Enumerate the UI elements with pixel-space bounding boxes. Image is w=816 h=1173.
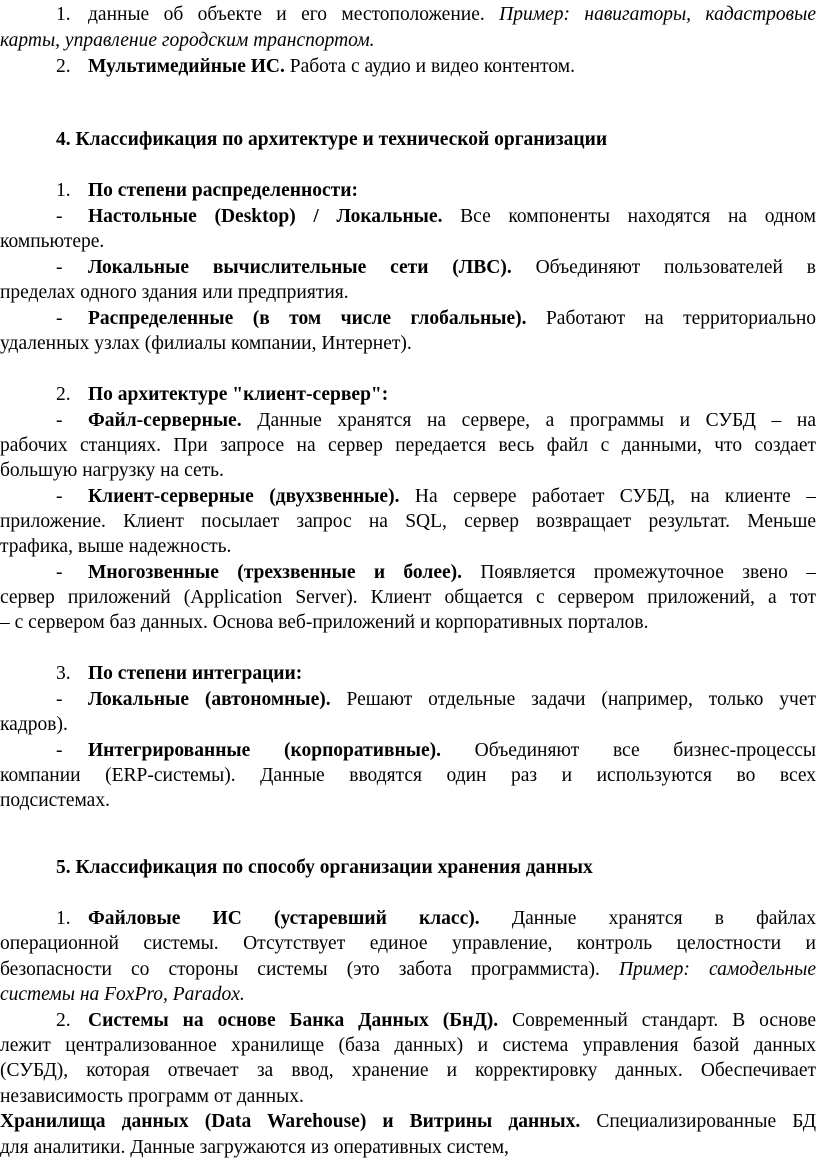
section-5-heading	[0, 855, 816, 880]
sub3-item-1-line-1	[0, 687, 816, 712]
paragraph-text: Работа с аудио и видео контентом.	[289, 56, 575, 77]
item-title: Многозвенные (трехзвенные и более).	[88, 562, 462, 583]
section-heading: 4. Классификация по архитектуре и технической организации	[56, 129, 608, 150]
item-title: Хранилища данных (Data Warehouse) и Витрины данных.	[0, 1111, 581, 1132]
paragraph-text: На сервере работает СУБД, на клиенте –	[414, 486, 816, 507]
sub1-item-1-line-1	[0, 204, 816, 229]
paragraph-text: Работают на территориально	[545, 308, 816, 329]
sub3-item-1-line-2	[0, 712, 816, 737]
dash-bullet: -	[56, 486, 63, 507]
item-title: Распределенные (в том числе глобальные).	[88, 308, 527, 329]
subheading: По степени распределенности:	[88, 180, 358, 201]
paragraph-text: Решают отдельные задачи (например, только учет	[346, 689, 816, 710]
list-number: 3.	[56, 663, 71, 684]
example-text: карты, управление городским транспортом.	[0, 30, 375, 51]
dash-bullet: -	[56, 562, 63, 583]
item-title: Мультимедийные ИС.	[88, 56, 285, 77]
sub1-item-3-line-1	[0, 306, 816, 331]
s5-item-2-line-2	[0, 1033, 816, 1058]
paragraph-text: Объединяют пользователей в	[535, 257, 816, 278]
paragraph-text: подсистемах.	[0, 790, 110, 811]
paragraph-text: лежит централизованное хранилище (база данных) и система управления базой данных	[0, 1035, 816, 1056]
paragraph-text: – с сервером баз данных. Основа веб-приложений и корпоративных порталов.	[0, 612, 649, 633]
paragraph-text: удаленных узлах (филиалы компании, Интернет).	[0, 333, 412, 354]
sub2-item-3-line-3	[0, 610, 816, 635]
item-title: Локальные (автономные).	[88, 689, 331, 710]
sub2-item-3-line-1	[0, 560, 816, 585]
section-4-heading	[0, 127, 816, 152]
sub3-item-2-line-3	[0, 788, 816, 813]
intro-item-1-line-2	[0, 28, 816, 53]
item-title: Клиент-серверные (двухзвенные).	[88, 486, 400, 507]
dash-bullet: -	[56, 410, 63, 431]
sub2-item-2-line-2	[0, 509, 816, 534]
paragraph-text: Данные хранятся в файлах	[511, 908, 816, 929]
sub2-item-3-line-2	[0, 585, 816, 610]
paragraph-text: Данные хранятся на сервере, а программы и СУБД – на	[257, 410, 816, 431]
example-text: Пример: навигаторы, кадастровые	[499, 4, 816, 25]
dash-bullet: -	[56, 308, 63, 329]
s5-item-2-line-3	[0, 1058, 816, 1083]
section-heading: 5. Классификация по способу организации хранения данных	[56, 857, 593, 878]
paragraph-text: операционной системы. Отсутствует единое управление, контроль целостности и	[0, 933, 816, 954]
sub1-item-2-line-1	[0, 255, 816, 280]
item-title: Локальные вычислительные сети (ЛВС).	[88, 257, 512, 278]
sub2-item-1-line-3	[0, 458, 816, 483]
dash-bullet: -	[56, 206, 63, 227]
item-title: Файл-серверные.	[88, 410, 242, 431]
example-text: Пример: самодельные	[618, 959, 816, 980]
list-number: 1.	[56, 180, 71, 201]
s5-item-1-line-4	[0, 982, 816, 1007]
paragraph-text: для аналитики. Данные загружаются из оперативных систем,	[0, 1137, 509, 1158]
sub2-item-2-line-1	[0, 484, 816, 509]
dash-bullet: -	[56, 257, 63, 278]
sub1-heading	[0, 178, 816, 203]
subheading: По архитектуре "клиент-сервер":	[88, 384, 389, 405]
list-number: 1.	[56, 4, 71, 25]
item-title: Системы на основе Банка Данных (БнД).	[88, 1010, 499, 1031]
paragraph-text: Появляется промежуточное звено –	[480, 562, 816, 583]
subheading: По степени интеграции:	[88, 663, 303, 684]
intro-item-1-line-1	[0, 2, 816, 27]
list-number: 2.	[56, 384, 71, 405]
paragraph-text: пределах одного здания или предприятия.	[0, 282, 349, 303]
dash-bullet: -	[56, 689, 63, 710]
s5-item-2-line-1	[0, 1008, 816, 1033]
intro-item-2	[0, 54, 816, 79]
item-title: Интегрированные (корпоративные).	[88, 740, 441, 761]
sub3-item-2-line-2	[0, 763, 816, 788]
sub2-item-1-line-1	[0, 408, 816, 433]
item-title: Файловые ИС (устаревший класс).	[88, 908, 480, 929]
paragraph-text: трафика, выше надежность.	[0, 536, 232, 557]
s5-item-1-line-1	[0, 906, 816, 931]
list-number: 2.	[56, 56, 71, 77]
paragraph-text: большую нагрузку на сеть.	[0, 460, 224, 481]
sub1-item-2-line-2	[0, 280, 816, 305]
sub2-heading	[0, 382, 816, 407]
paragraph-text: безопасности со стороны системы (это забота программиста).	[0, 959, 600, 980]
paragraph-text: компании (ERP-системы). Данные вводятся один раз и используются во всех	[0, 765, 816, 786]
sub3-heading	[0, 661, 816, 686]
paragraph-text: данные об объекте и его местоположение.	[88, 4, 485, 25]
sub2-item-2-line-3	[0, 534, 816, 559]
paragraph-text: приложение. Клиент посылает запрос на SQL, сервер возвращает результат. Меньше	[0, 511, 816, 532]
sub2-item-1-line-2	[0, 433, 816, 458]
paragraph-text: компьютере.	[0, 231, 105, 252]
paragraph-text: (СУБД), которая отвечает за ввод, хранение и корректировку данных. Обеспечивает	[0, 1060, 816, 1081]
item-title: Настольные (Desktop) / Локальные.	[88, 206, 443, 227]
paragraph-text: Специализированные БД	[596, 1111, 816, 1132]
sub1-item-3-line-2	[0, 331, 816, 356]
paragraph-text: независимость программ от данных.	[0, 1086, 304, 1107]
warehouse-line-1	[0, 1109, 816, 1134]
dash-bullet: -	[56, 740, 63, 761]
sub3-item-2-line-1	[0, 738, 816, 763]
list-number: 1.	[56, 908, 71, 929]
warehouse-line-2	[0, 1135, 816, 1160]
paragraph-text: кадров).	[0, 714, 68, 735]
paragraph-text: рабочих станциях. При запросе на сервер передается весь файл с данными, что создает	[0, 435, 816, 456]
s5-item-1-line-2	[0, 931, 816, 956]
sub1-item-1-line-2	[0, 229, 816, 254]
paragraph-text: Все компоненты находятся на одном	[460, 206, 816, 227]
s5-item-2-line-4	[0, 1084, 816, 1109]
s5-item-1-line-3	[0, 957, 816, 982]
list-number: 2.	[56, 1010, 71, 1031]
paragraph-text: Современный стандарт. В основе	[512, 1010, 816, 1031]
example-text: системы на FoxPro, Paradox.	[0, 984, 245, 1005]
paragraph-text: сервер приложений (Application Server). Клиент общается с сервером приложений, а тот	[0, 587, 816, 608]
paragraph-text: Объединяют все бизнес-процессы	[474, 740, 816, 761]
